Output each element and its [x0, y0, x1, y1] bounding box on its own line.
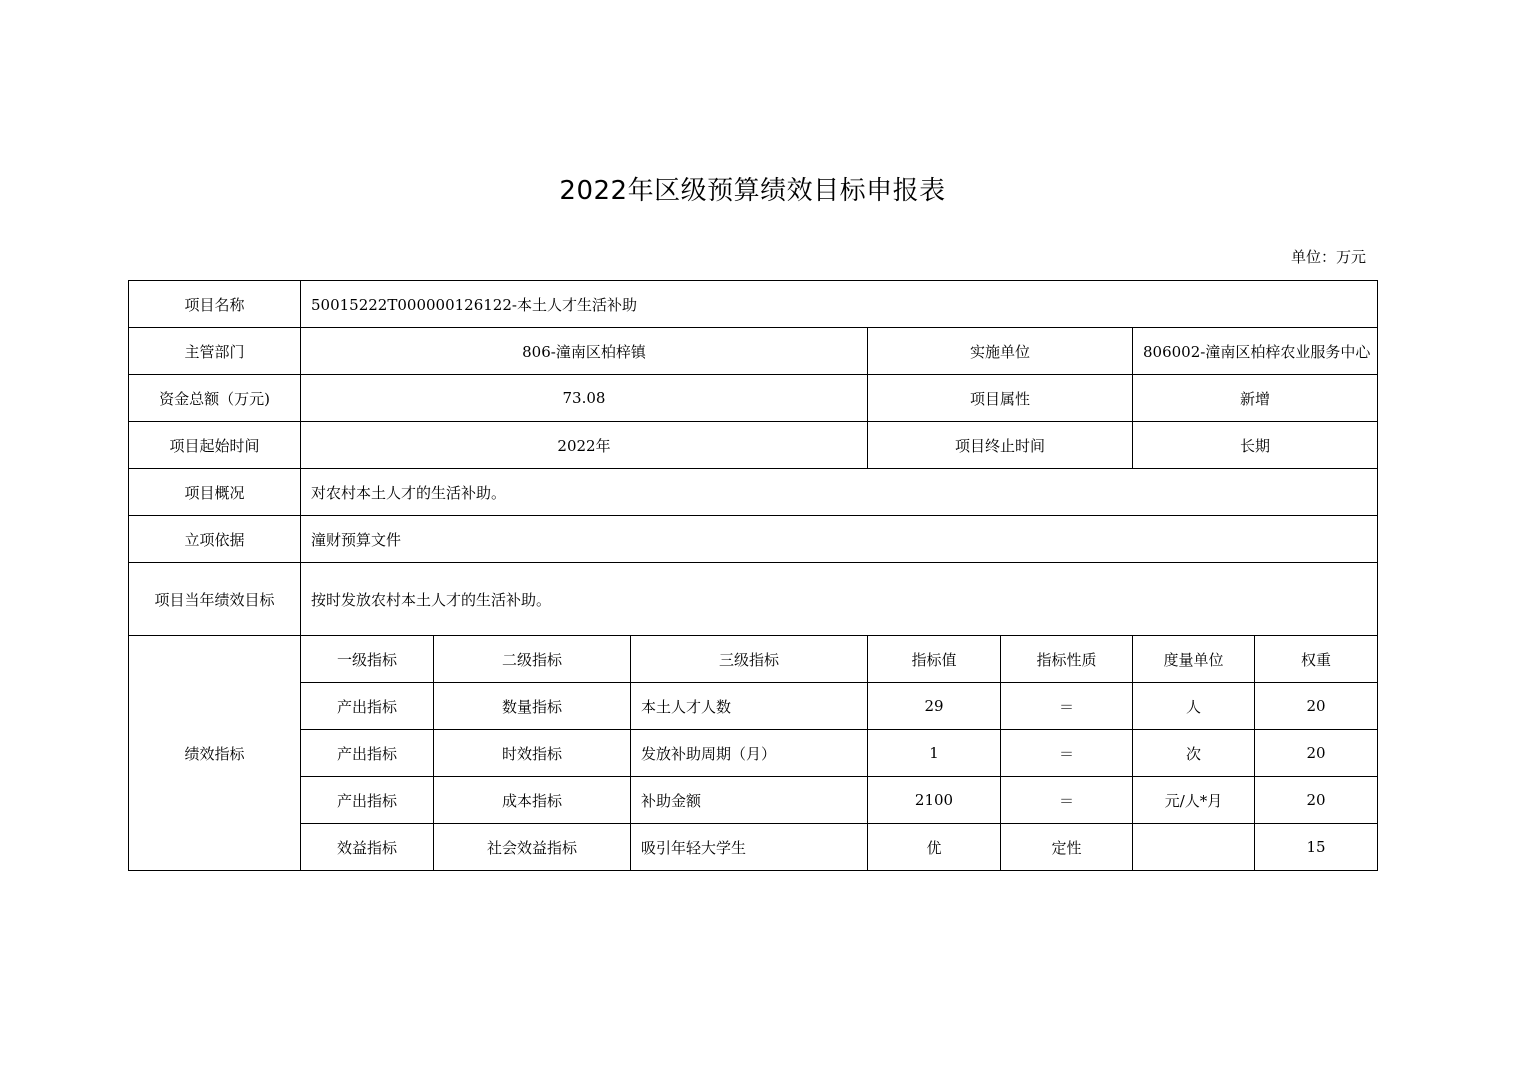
- weight-cell: 20: [1255, 683, 1378, 730]
- fund-total-label: 资金总额（万元): [129, 375, 301, 422]
- level1-cell: 产出指标: [301, 777, 434, 824]
- basis-value: 潼财预算文件: [301, 516, 1378, 563]
- unit-cell: 元/人*月: [1133, 777, 1255, 824]
- weight-cell: 20: [1255, 777, 1378, 824]
- end-time-value: 长期: [1133, 422, 1378, 469]
- header-level1: 一级指标: [301, 636, 434, 683]
- indicator-row: [129, 683, 1378, 730]
- project-name-row: [129, 281, 1378, 328]
- indicator-row: [129, 777, 1378, 824]
- unit-cell: [1133, 824, 1255, 871]
- header-level2: 二级指标: [434, 636, 631, 683]
- goal-label: 项目当年绩效目标: [129, 563, 301, 636]
- project-name-value: 50015222T000000126122-本土人才生活补助: [301, 281, 1378, 328]
- header-nature: 指标性质: [1001, 636, 1133, 683]
- unit-label: 单位：万元: [1290, 248, 1366, 266]
- header-unit: 度量单位: [1133, 636, 1255, 683]
- weight-cell: 20: [1255, 730, 1378, 777]
- header-level3: 三级指标: [631, 636, 868, 683]
- period-row: [129, 422, 1378, 469]
- level3-cell: 吸引年轻大学生: [631, 824, 868, 871]
- basis-label: 立项依据: [129, 516, 301, 563]
- level3-cell: 发放补助周期（月）: [631, 730, 868, 777]
- project-attribute-value: 新增: [1133, 375, 1378, 422]
- level2-cell: 时效指标: [434, 730, 631, 777]
- target-value-cell: 2100: [868, 777, 1001, 824]
- header-weight: 权重: [1255, 636, 1378, 683]
- level3-cell: 补助金额: [631, 777, 868, 824]
- level1-cell: 产出指标: [301, 683, 434, 730]
- start-time-label: 项目起始时间: [129, 422, 301, 469]
- unit-cell: 人: [1133, 683, 1255, 730]
- level3-cell: 本土人才人数: [631, 683, 868, 730]
- indicator-header-row: [129, 636, 1378, 683]
- start-time-value: 2022年: [301, 422, 868, 469]
- nature-cell: ＝: [1001, 730, 1133, 777]
- overview-row: [129, 469, 1378, 516]
- department-row: [129, 328, 1378, 375]
- department-label: 主管部门: [129, 328, 301, 375]
- indicators-section-label: 绩效指标: [129, 636, 301, 871]
- implementing-unit-label: 实施单位: [868, 328, 1133, 375]
- unit-cell: 次: [1133, 730, 1255, 777]
- header-target-value: 指标值: [868, 636, 1001, 683]
- target-value-cell: 优: [868, 824, 1001, 871]
- project-attribute-label: 项目属性: [868, 375, 1133, 422]
- level1-cell: 产出指标: [301, 730, 434, 777]
- fund-row: [129, 375, 1378, 422]
- level2-cell: 社会效益指标: [434, 824, 631, 871]
- fund-total-value: 73.08: [301, 375, 868, 422]
- level2-cell: 成本指标: [434, 777, 631, 824]
- overview-value: 对农村本土人才的生活补助。: [301, 469, 1378, 516]
- nature-cell: ＝: [1001, 683, 1133, 730]
- nature-cell: 定性: [1001, 824, 1133, 871]
- basis-row: [129, 516, 1378, 563]
- project-name-label: 项目名称: [129, 281, 301, 328]
- department-value: 806-潼南区柏梓镇: [301, 328, 868, 375]
- nature-cell: ＝: [1001, 777, 1133, 824]
- overview-label: 项目概况: [129, 469, 301, 516]
- implementing-unit-value: 806002-潼南区柏梓农业服务中心: [1133, 328, 1378, 375]
- level2-cell: 数量指标: [434, 683, 631, 730]
- indicator-row: [129, 824, 1378, 871]
- end-time-label: 项目终止时间: [868, 422, 1133, 469]
- weight-cell: 15: [1255, 824, 1378, 871]
- level1-cell: 效益指标: [301, 824, 434, 871]
- goal-value: 按时发放农村本土人才的生活补助。: [301, 563, 1378, 636]
- indicator-row: [129, 730, 1378, 777]
- target-value-cell: 1: [868, 730, 1001, 777]
- performance-target-table: [128, 280, 1378, 871]
- goal-row: [129, 563, 1378, 636]
- page-title: 2022年区级预算绩效目标申报表: [559, 176, 946, 206]
- target-value-cell: 29: [868, 683, 1001, 730]
